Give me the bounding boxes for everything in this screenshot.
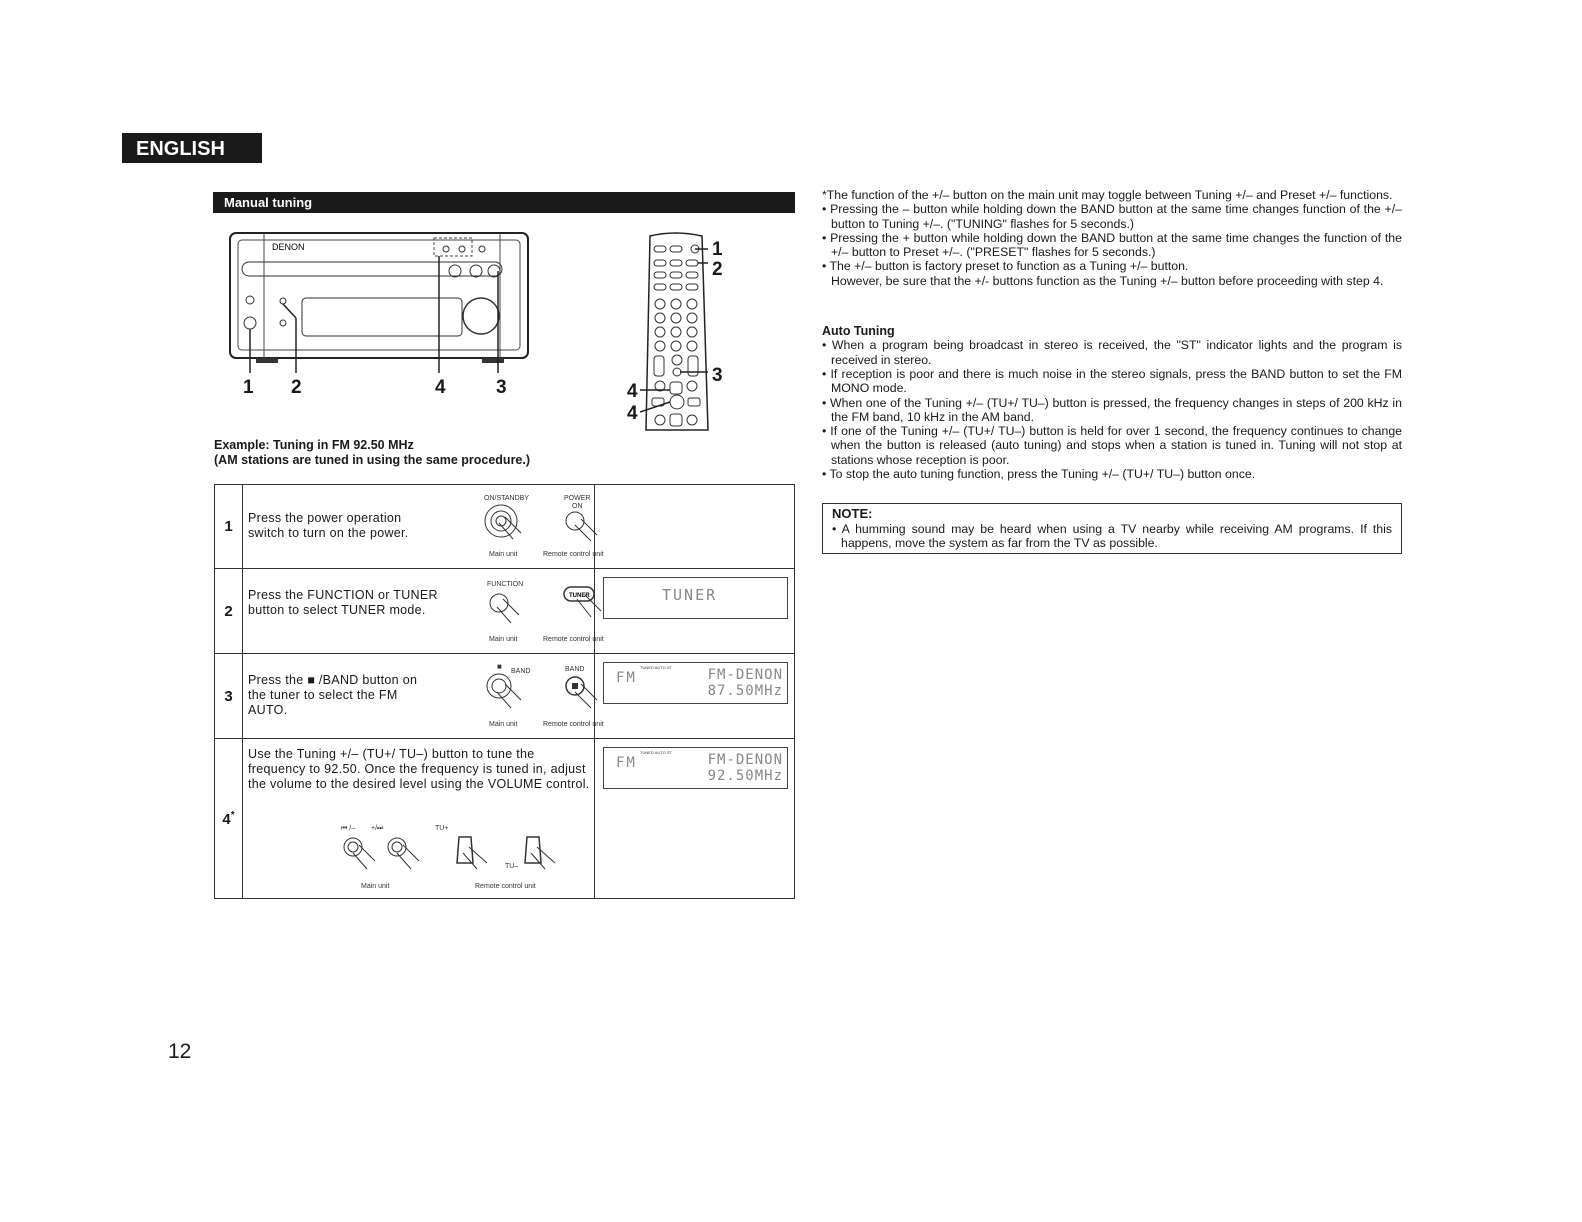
tuner-button-label: TUNER: [569, 593, 590, 599]
label-tu-plus: TU+: [435, 825, 449, 832]
label-power: POWER: [564, 495, 591, 502]
auto-tuning-bullet-2: • If reception is poor and there is much noise in the stereo signals, press the BAND button to set the FM MONO mode.: [822, 366, 1402, 396]
step-text: Use the Tuning +/– (TU+/ TU–) button to tune the frequency to 92.50. Once the frequency is tuned in, adjust the volume to the desired level using the VOLUME control.: [248, 747, 590, 791]
lcd-display: [603, 577, 788, 619]
section-title: Manual tuning: [213, 192, 795, 213]
step-number: 2: [215, 569, 243, 654]
auto-tuning-bullet-3: • When one of the Tuning +/– (TU+/ TU–) button is pressed, the frequency changes in steps of 200 kHz in the FM band, 10 kHz in the AM band.: [822, 395, 1402, 424]
step-display: [595, 739, 795, 899]
language-tab: ENGLISH: [122, 133, 262, 163]
note-title: NOTE:: [832, 506, 873, 522]
remote-callout-4a: 4: [627, 381, 638, 402]
tuning-plus-button-icon: [385, 835, 425, 875]
lcd-text: TUNER: [662, 586, 718, 604]
label-main-unit: Main unit: [361, 883, 390, 890]
step-text: Press the ■ /BAND button on the tuner to select the FM AUTO.: [248, 673, 418, 717]
lcd-band: FM: [616, 670, 637, 686]
step-row-3: [215, 654, 795, 739]
step-note-mark: *: [230, 809, 235, 821]
label-main-unit: Main unit: [489, 551, 518, 558]
callout-4: 4: [435, 377, 446, 398]
lcd-indicators: TUNED AUTO ST: [640, 665, 672, 670]
label-stop: ■: [497, 662, 502, 671]
note-text: • A humming sound may be heard when using a TV nearby while receiving AM programs. If this happens, move the system as far from the TV as possible.: [832, 521, 1392, 550]
intro-bullet-3: • The +/– button is factory preset to function as a Tuning +/– button.: [822, 259, 1189, 274]
auto-tuning-bullet-1: • When a program being broadcast in stereo is received, the "ST" indicator lights and the program is received in stereo.: [822, 338, 1402, 367]
step-row-2: [215, 569, 795, 654]
right-column: [822, 188, 1402, 554]
example-line-1: Example: Tuning in FM 92.50 MHz: [214, 438, 414, 452]
label-main-unit: Main unit: [489, 721, 518, 728]
lcd-display: [603, 747, 788, 789]
tuning-minus-button-icon: [341, 835, 381, 875]
step-number: [215, 739, 243, 899]
remote-callout-1: 1: [712, 239, 723, 260]
tu-minus-button-icon: [521, 833, 567, 877]
label-remote-unit: Remote control unit: [543, 721, 604, 728]
label-function: FUNCTION: [487, 581, 524, 588]
step-display: [595, 569, 795, 654]
example-line-2: (AM stations are tuned in using the same procedure.): [214, 453, 531, 467]
step-body: [243, 569, 604, 654]
lcd-display: [603, 662, 788, 704]
step-number: 1: [215, 485, 243, 569]
main-unit-illustration: [226, 228, 536, 400]
label-remote-unit: Remote control unit: [543, 551, 604, 558]
auto-tuning-heading: Auto Tuning: [822, 324, 895, 339]
step-body: [243, 485, 604, 569]
remote-illustration: [640, 232, 710, 432]
label-onstandby: ON/STANDBY: [484, 495, 529, 502]
intro-bullet-1: • Pressing the – button while holding down the BAND button at the same time changes function of the +/– button to Tuning +/–. ("TUNING" flashes for 5 seconds.): [822, 202, 1402, 231]
label-tu-minus: TU–: [505, 863, 519, 870]
function-button-icon: [483, 589, 525, 629]
callout-3: 3: [496, 377, 507, 398]
page-number: 12: [168, 1040, 192, 1063]
label-band-remote: BAND: [565, 666, 585, 673]
lcd-line-2: 87.50MHz: [707, 683, 783, 699]
label-remote-unit: Remote control unit: [475, 883, 536, 890]
label-tuning-plus: +/⏭: [371, 825, 384, 832]
tu-plus-button-icon: [453, 833, 499, 877]
lcd-line-1: FM-DENON: [707, 752, 783, 768]
callout-1: 1: [243, 377, 254, 398]
auto-tuning-bullet-5: • To stop the auto tuning function, press the Tuning +/– (TU+/ TU–) button once.: [822, 467, 1256, 482]
intro-paragraph-1: *The function of the +/– button on the main unit may toggle between Tuning +/– and Preset +/– functions.: [822, 188, 1393, 202]
brand-logo: DENON: [272, 242, 305, 252]
step-display-empty: [595, 485, 795, 569]
step-body: [243, 654, 604, 739]
step-text: Press the FUNCTION or TUNER button to select TUNER mode.: [248, 588, 438, 617]
label-tuning-minus: ⏮ /–: [341, 825, 356, 832]
lcd-indicators: TUNED AUTO ST: [640, 750, 672, 755]
step-row-1: [215, 485, 795, 569]
label-main-unit: Main unit: [489, 636, 518, 643]
step-number: 3: [215, 654, 243, 739]
example-heading: [214, 438, 530, 468]
remote-callout-2: 2: [712, 259, 723, 280]
label-band: BAND: [511, 668, 531, 675]
intro-bullet-2: • Pressing the + button while holding down the BAND button at the same time changes the function of the +/– button to Preset +/–. ("PRESET" flashes for 5 seconds.): [822, 230, 1402, 260]
auto-tuning-bullet-4: • If one of the Tuning +/– (TU+/ TU–) button is held for over 1 second, the frequency continues to change when the button is released (auto tuning) and stops when a station is tuned in. Tuning will not stop at stations whose reception is poor.: [822, 424, 1402, 467]
steps-table: [214, 484, 795, 899]
note-box: [822, 503, 1402, 554]
lcd-line-2: 92.50MHz: [707, 768, 783, 784]
label-on: ON: [572, 503, 583, 510]
remote-callout-4b: 4: [627, 403, 638, 424]
band-button-icon: [483, 672, 525, 712]
label-remote-unit: Remote control unit: [543, 636, 604, 643]
power-button-icon: [483, 503, 525, 543]
step-row-4: [215, 739, 795, 899]
step-body: [243, 739, 595, 899]
lcd-line-1: FM-DENON: [707, 667, 783, 683]
intro-continuation: However, be sure that the +/- buttons function as the Tuning +/– button before proceeding with step 4.: [831, 273, 1384, 288]
step-number-value: 4: [222, 810, 231, 828]
remote-callout-3: 3: [712, 365, 723, 386]
step-display: [595, 654, 795, 739]
lcd-band: FM: [616, 755, 637, 771]
callout-2: 2: [291, 377, 302, 398]
step-text: Press the power operation switch to turn on the power.: [248, 511, 409, 540]
